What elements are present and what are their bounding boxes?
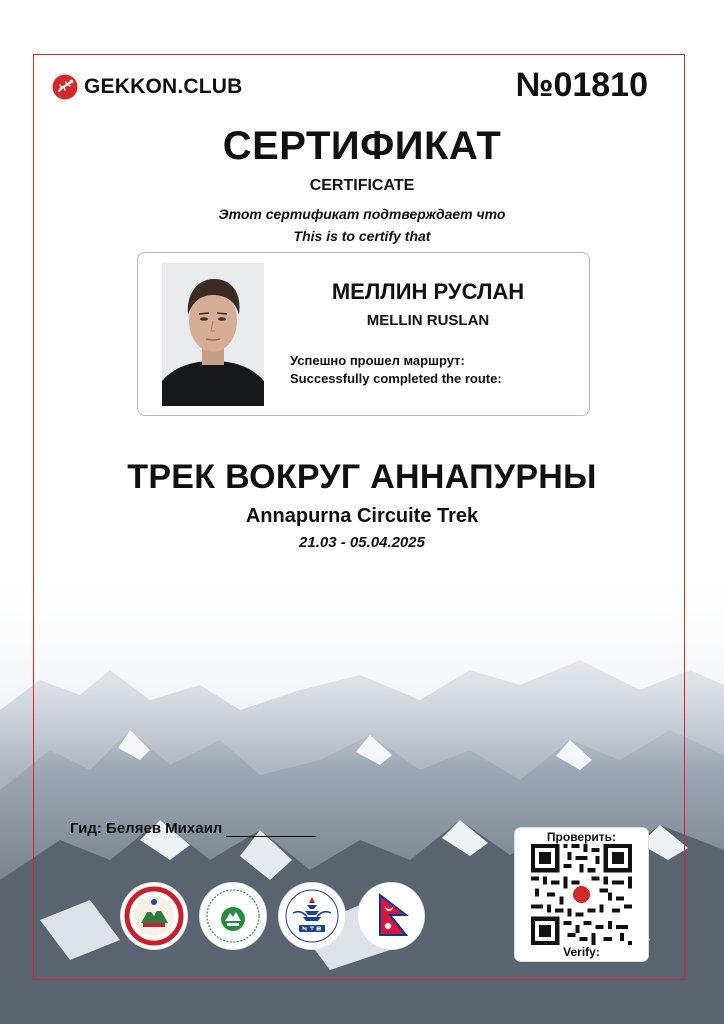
guide-label: Гид: Беляев Михаил bbox=[70, 820, 223, 837]
verify-qr-card[interactable] bbox=[515, 828, 648, 961]
person-photo bbox=[162, 263, 264, 406]
taan-logo-icon bbox=[200, 883, 266, 949]
signature-line bbox=[226, 822, 316, 837]
qr-code-icon[interactable] bbox=[531, 844, 632, 945]
person-name-en: MELLIN RUSLAN bbox=[366, 312, 490, 329]
route-title-en: Annapurna Circuite Trek bbox=[245, 505, 479, 527]
certificate-title-en: CERTIFICATE bbox=[309, 177, 415, 194]
route-label-en: Successfully completed the route: bbox=[290, 371, 502, 386]
person-name-ru: МЕЛЛИН РУСЛАН bbox=[331, 279, 525, 304]
nepal-flag-icon bbox=[358, 883, 424, 949]
route-dates: 21.03 - 05.04.2025 bbox=[299, 534, 425, 551]
certificate-number: №01810 bbox=[515, 66, 648, 104]
ntb-logo-icon bbox=[279, 883, 345, 949]
brand-logo bbox=[52, 74, 243, 100]
partner-badges bbox=[121, 883, 424, 949]
route-title-ru: ТРЕК ВОКРУГ АННАПУРНЫ bbox=[127, 458, 597, 496]
verify-label-en: Verify: bbox=[563, 945, 600, 959]
brand-name: GEKKON.CLUB bbox=[84, 75, 243, 98]
person-card bbox=[137, 252, 590, 416]
route-label-ru: Успешно прошел маршрут: bbox=[290, 353, 465, 368]
certify-text-en: This is to certify that bbox=[293, 228, 431, 244]
nepal-government-seal-icon bbox=[121, 883, 187, 949]
gecko-icon bbox=[52, 74, 78, 100]
certificate-title-ru: СЕРТИФИКАТ bbox=[222, 124, 502, 168]
verify-label-ru: Проверить: bbox=[546, 830, 617, 844]
certify-text-ru: Этот сертификат подтверждает что bbox=[218, 206, 506, 222]
guide-signature bbox=[70, 820, 316, 837]
